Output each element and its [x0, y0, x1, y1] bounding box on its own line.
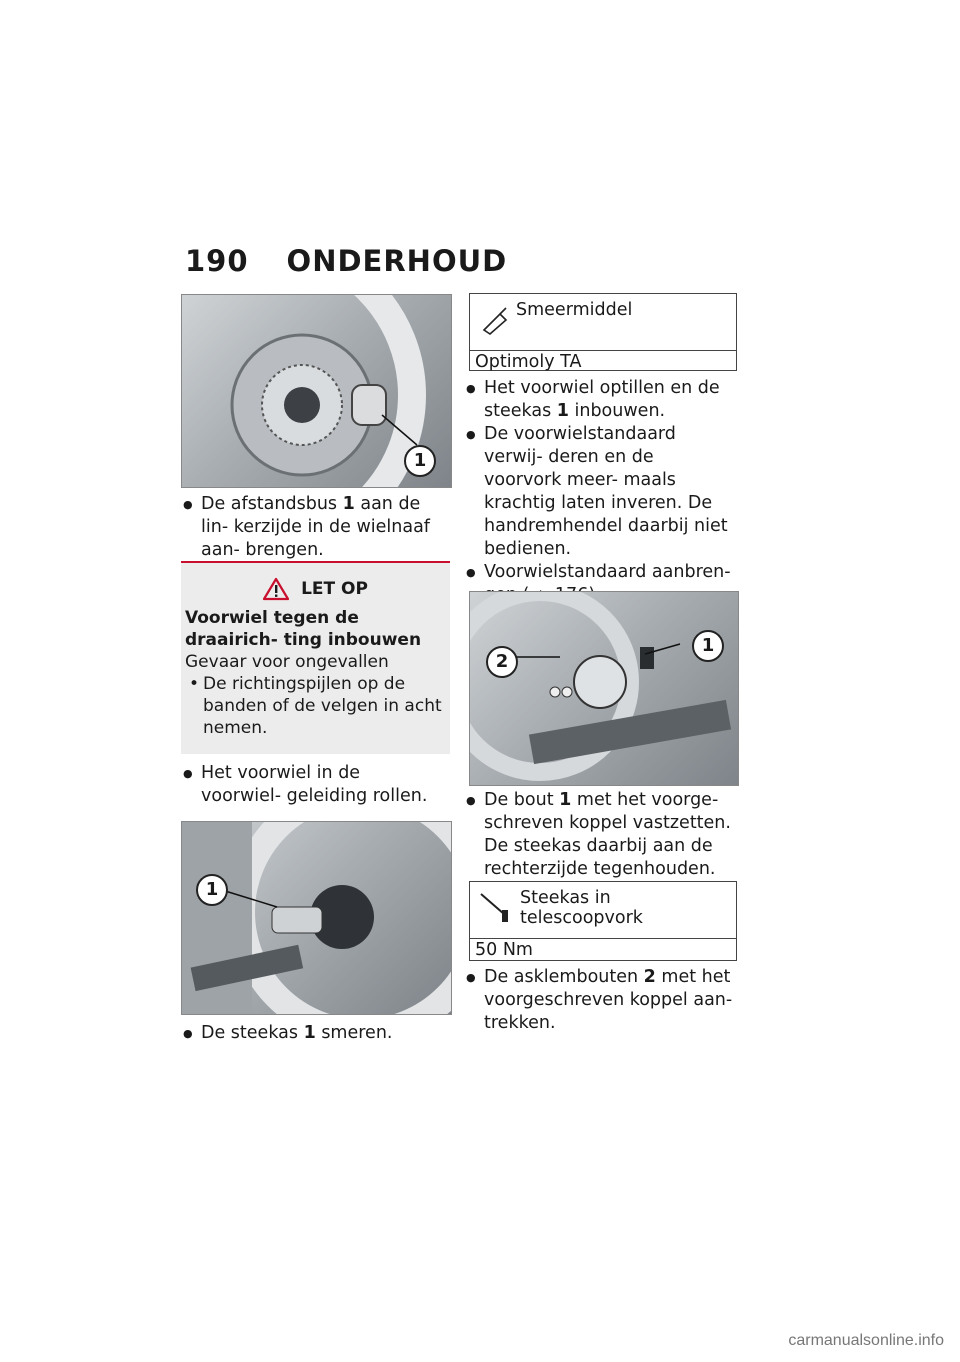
steps-list-f — [466, 966, 736, 1035]
lubricant-label: Smeermiddel — [516, 300, 633, 320]
list-item: ● Het voorwiel optillen en de steekas 1 inbouwen. — [466, 377, 736, 423]
callout-1: 1 — [692, 630, 724, 662]
list-item: ● De afstandsbus 1 aan de lin- kerzijde in de wielnaaf aan- brengen. — [183, 493, 445, 562]
lubricant-value: Optimoly TA — [475, 352, 582, 372]
callout-2: 2 — [486, 646, 518, 678]
section-title: ONDERHOUD — [286, 244, 508, 278]
steps-list-a — [183, 493, 445, 562]
list-item: • De richtingspijlen op de banden of de velgen in acht nemen. — [185, 673, 446, 739]
photo-axle-insert — [181, 821, 452, 1015]
watermark: carmanualsonline.info — [788, 1332, 944, 1349]
steps-list-c — [183, 1022, 445, 1045]
steps-list-b — [183, 762, 445, 808]
warning-heading: Voorwiel tegen de draairich- ting inbouwen — [185, 608, 422, 650]
torque-label: Steekas in telescoopvork — [520, 888, 643, 928]
warning-risk: Gevaar voor ongevallen — [185, 652, 389, 672]
warning-triangle-icon — [263, 577, 289, 601]
grease-gun-icon — [480, 304, 510, 336]
list-item: ● De bout 1 met het voorge- schreven koppel vastzetten. De steekas daarbij aan de rechterzijde tegenhouden. — [466, 789, 736, 881]
fork-clamp-illustration — [470, 592, 738, 785]
photo-axle-bolts — [469, 591, 739, 786]
page-number: 190 — [185, 244, 249, 278]
warning-title: LET OP — [185, 577, 446, 601]
callout-1: 1 — [404, 445, 436, 477]
steps-list-d — [466, 377, 736, 607]
list-item: ● De voorwielstandaard verwij- deren en de voorvork meer- maals krachtig laten inveren. De handremhendel daarbij niet bedienen. — [466, 423, 736, 561]
torque-spec — [469, 881, 737, 961]
list-item: ● De asklembouten 2 met het voorgeschreven koppel aan- trekken. — [466, 966, 736, 1035]
page-header — [185, 244, 507, 278]
list-item: ● Voorwielstandaard aanbren- — [466, 561, 736, 607]
list-item: ● De steekas 1 smeren. — [183, 1022, 445, 1045]
lubricant-spec — [469, 293, 737, 371]
torque-wrench-icon — [478, 890, 512, 924]
steps-list-e — [466, 789, 736, 881]
photo-spacer-sleeve — [181, 294, 452, 488]
list-item: ● Het voorwiel in de voorwiel- geleiding rollen. — [183, 762, 445, 808]
torque-value: 50 Nm — [475, 940, 533, 960]
axle-illustration — [182, 822, 451, 1014]
warning-list — [185, 673, 446, 739]
callout-1: 1 — [196, 874, 228, 906]
warning-box — [181, 561, 450, 754]
